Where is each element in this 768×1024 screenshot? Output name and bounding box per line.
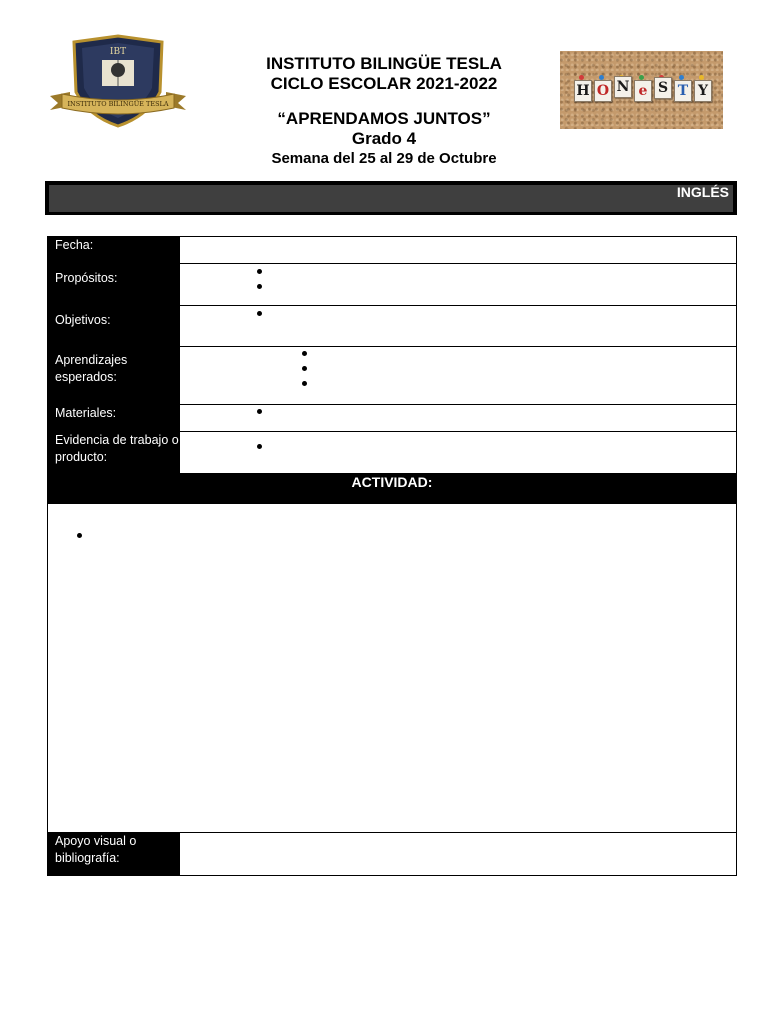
school-year: CICLO ESCOLAR 2021-2022 bbox=[270, 74, 498, 93]
label-apoyo: Apoyo visual o bibliografía: bbox=[48, 833, 180, 875]
poster-letter: H bbox=[574, 80, 592, 102]
evidencia-field[interactable] bbox=[180, 432, 736, 473]
bullet-icon bbox=[302, 366, 307, 371]
poster-letter: O bbox=[594, 80, 612, 102]
honesty-poster-image bbox=[560, 51, 723, 129]
grade: Grado 4 bbox=[351, 129, 417, 148]
row-evidencia bbox=[47, 431, 737, 474]
bullet-icon bbox=[257, 311, 262, 316]
aprendizajes-field[interactable] bbox=[180, 347, 736, 404]
propositos-field[interactable] bbox=[180, 264, 736, 305]
bullet-icon bbox=[302, 381, 307, 386]
bullet-icon bbox=[257, 269, 262, 274]
actividad-label: ACTIVIDAD: bbox=[351, 474, 433, 490]
row-fecha bbox=[47, 236, 737, 264]
subject-bar-inner bbox=[49, 185, 733, 212]
objetivos-field[interactable] bbox=[180, 306, 736, 346]
label-objetivos: Objetivos: bbox=[48, 306, 180, 346]
label-aprendizajes: Aprendizajes esperados: bbox=[48, 347, 180, 404]
bullet-icon bbox=[257, 444, 262, 449]
bullet-icon bbox=[302, 351, 307, 356]
row-propositos bbox=[47, 263, 737, 306]
fecha-field[interactable] bbox=[180, 237, 736, 263]
logo-initials: IBT bbox=[109, 47, 127, 57]
school-name: INSTITUTO BILINGÜE TESLA bbox=[266, 54, 502, 73]
bullet-icon bbox=[77, 533, 82, 538]
school-logo bbox=[48, 34, 188, 130]
label-evidencia: Evidencia de trabajo o producto: bbox=[48, 432, 180, 473]
row-apoyo bbox=[47, 832, 737, 876]
poster-letter: e bbox=[634, 80, 652, 102]
materiales-field[interactable] bbox=[180, 405, 736, 431]
actividad-header bbox=[47, 473, 737, 504]
label-fecha: Fecha: bbox=[48, 237, 180, 263]
poster-letter: S bbox=[654, 77, 672, 99]
logo-banner-text: INSTITUTO BILINGÜE TESLA bbox=[67, 100, 169, 108]
label-propositos: Propósitos: bbox=[48, 264, 180, 305]
week-range: Semana del 25 al 29 de Octubre bbox=[271, 150, 497, 167]
row-materiales bbox=[47, 404, 737, 432]
poster-letter: N bbox=[614, 76, 632, 98]
apoyo-field[interactable] bbox=[180, 833, 736, 875]
motto: “APRENDAMOS JUNTOS” bbox=[277, 109, 491, 128]
poster-letter: T bbox=[674, 80, 692, 102]
actividad-field[interactable] bbox=[47, 503, 737, 833]
bullet-icon bbox=[257, 284, 262, 289]
row-objetivos bbox=[47, 305, 737, 347]
row-aprendizajes bbox=[47, 346, 737, 405]
label-materiales: Materiales: bbox=[48, 405, 180, 431]
subject-label: INGLÉS bbox=[676, 184, 729, 200]
bullet-icon bbox=[257, 409, 262, 414]
poster-letter: Y bbox=[694, 80, 712, 102]
